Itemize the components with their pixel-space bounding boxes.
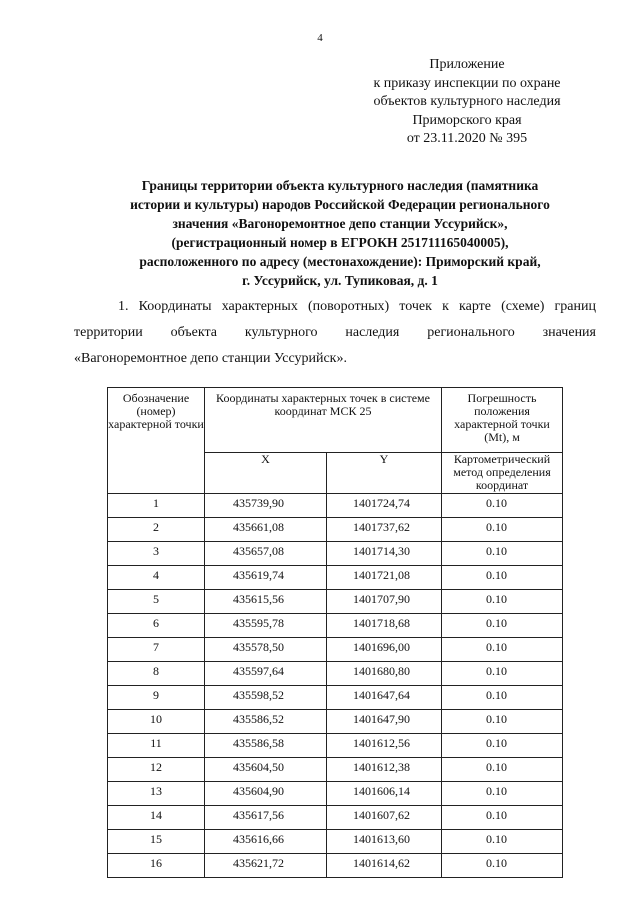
header-point-number: Обозначение (номер) характерной точки [108,388,205,494]
y-coordinate-cell: 1401707,90 [327,590,442,614]
table-row [108,782,563,806]
y-coordinate-cell: 1401612,38 [327,758,442,782]
table-row [108,758,563,782]
error-cell: 0.10 [442,614,563,638]
table-row [108,686,563,710]
error-cell: 0.10 [442,494,563,518]
error-cell: 0.10 [442,590,563,614]
document-title [84,176,596,290]
header-error: Погрешность положения характерной точки (Mt), м [442,388,563,453]
y-coordinate-cell: 1401614,62 [327,854,442,878]
point-number-cell: 15 [108,830,205,854]
table-row [108,590,563,614]
appendix-line: к приказу инспекции по охране [373,75,561,91]
x-coordinate-cell: 435657,08 [205,542,327,566]
appendix-line: от 23.11.2020 № 395 [406,131,528,146]
error-cell: 0.10 [442,686,563,710]
table-row [108,494,563,518]
y-coordinate-cell: 1401647,90 [327,710,442,734]
table-row [108,854,563,878]
point-number-cell: 1 [108,494,205,518]
point-number-cell: 11 [108,734,205,758]
point-number-cell: 8 [108,662,205,686]
error-cell: 0.10 [442,518,563,542]
x-coordinate-cell: 435661,08 [205,518,327,542]
point-number-cell: 9 [108,686,205,710]
header-x: X [205,453,327,494]
header-method: Картометрический метод определения координат [442,453,563,494]
x-coordinate-cell: 435604,50 [205,758,327,782]
header-coordinates: Координаты характерных точек в системе координат МСК 25 [205,388,442,453]
table-row [108,614,563,638]
y-coordinate-cell: 1401737,62 [327,518,442,542]
error-cell: 0.10 [442,710,563,734]
table-row [108,734,563,758]
point-number-cell: 7 [108,638,205,662]
point-number-cell: 4 [108,566,205,590]
point-number-cell: 12 [108,758,205,782]
x-coordinate-cell: 435621,72 [205,854,327,878]
y-coordinate-cell: 1401612,56 [327,734,442,758]
table-row [108,806,563,830]
x-coordinate-cell: 435586,52 [205,710,327,734]
y-coordinate-cell: 1401724,74 [327,494,442,518]
y-coordinate-cell: 1401721,08 [327,566,442,590]
x-coordinate-cell: 435595,78 [205,614,327,638]
error-cell: 0.10 [442,638,563,662]
table-row [108,518,563,542]
table-row [108,830,563,854]
title-line: (регистрационный номер в ЕГРОКН 251711165040005), [171,235,509,250]
intro-line: «Вагоноремонтное депо станции Уссурийск». [74,351,347,366]
coordinates-table [107,387,563,878]
x-coordinate-cell: 435598,52 [205,686,327,710]
header-y: Y [327,453,442,494]
point-number-cell: 14 [108,806,205,830]
y-coordinate-cell: 1401680,80 [327,662,442,686]
x-coordinate-cell: 435604,90 [205,782,327,806]
error-cell: 0.10 [442,806,563,830]
table-row [108,662,563,686]
x-coordinate-cell: 435616,66 [205,830,327,854]
title-line: расположенного по адресу (местонахождение): Приморский край, [139,254,541,269]
appendix-line: Приложение [429,57,505,72]
title-line: значения «Вагоноремонтное депо станции Уссурийск», [172,216,508,231]
y-coordinate-cell: 1401606,14 [327,782,442,806]
point-number-cell: 10 [108,710,205,734]
x-coordinate-cell: 435597,64 [205,662,327,686]
title-line: истории и культуры) народов Российской Федерации регионального [130,197,550,212]
point-number-cell: 13 [108,782,205,806]
appendix-line: объектов культурного наследия [373,94,561,109]
appendix-block [352,56,582,149]
table-row [108,566,563,590]
page-number: 4 [317,32,323,44]
y-coordinate-cell: 1401647,64 [327,686,442,710]
intro-paragraph [74,294,596,372]
point-number-cell: 6 [108,614,205,638]
intro-line: 1. Координаты характерных (поворотных) точек к карте (схеме) границ [118,299,596,314]
intro-line: территории объекта культурного наследия регионального значения [74,325,596,340]
x-coordinate-cell: 435615,56 [205,590,327,614]
title-line: г. Уссурийск, ул. Тупиковая, д. 1 [242,273,438,288]
table-row [108,542,563,566]
error-cell: 0.10 [442,830,563,854]
point-number-cell: 2 [108,518,205,542]
x-coordinate-cell: 435739,90 [205,494,327,518]
y-coordinate-cell: 1401714,30 [327,542,442,566]
table-row [108,638,563,662]
error-cell: 0.10 [442,542,563,566]
y-coordinate-cell: 1401696,00 [327,638,442,662]
point-number-cell: 3 [108,542,205,566]
y-coordinate-cell: 1401607,62 [327,806,442,830]
error-cell: 0.10 [442,566,563,590]
table-row [108,710,563,734]
error-cell: 0.10 [442,662,563,686]
title-line: Границы территории объекта культурного наследия (памятника [141,178,539,193]
x-coordinate-cell: 435586,58 [205,734,327,758]
error-cell: 0.10 [442,782,563,806]
error-cell: 0.10 [442,854,563,878]
x-coordinate-cell: 435617,56 [205,806,327,830]
appendix-line: Приморского края [412,112,522,128]
y-coordinate-cell: 1401718,68 [327,614,442,638]
point-number-cell: 16 [108,854,205,878]
table-body [108,494,563,878]
y-coordinate-cell: 1401613,60 [327,830,442,854]
error-cell: 0.10 [442,734,563,758]
error-cell: 0.10 [442,758,563,782]
x-coordinate-cell: 435619,74 [205,566,327,590]
x-coordinate-cell: 435578,50 [205,638,327,662]
point-number-cell: 5 [108,590,205,614]
